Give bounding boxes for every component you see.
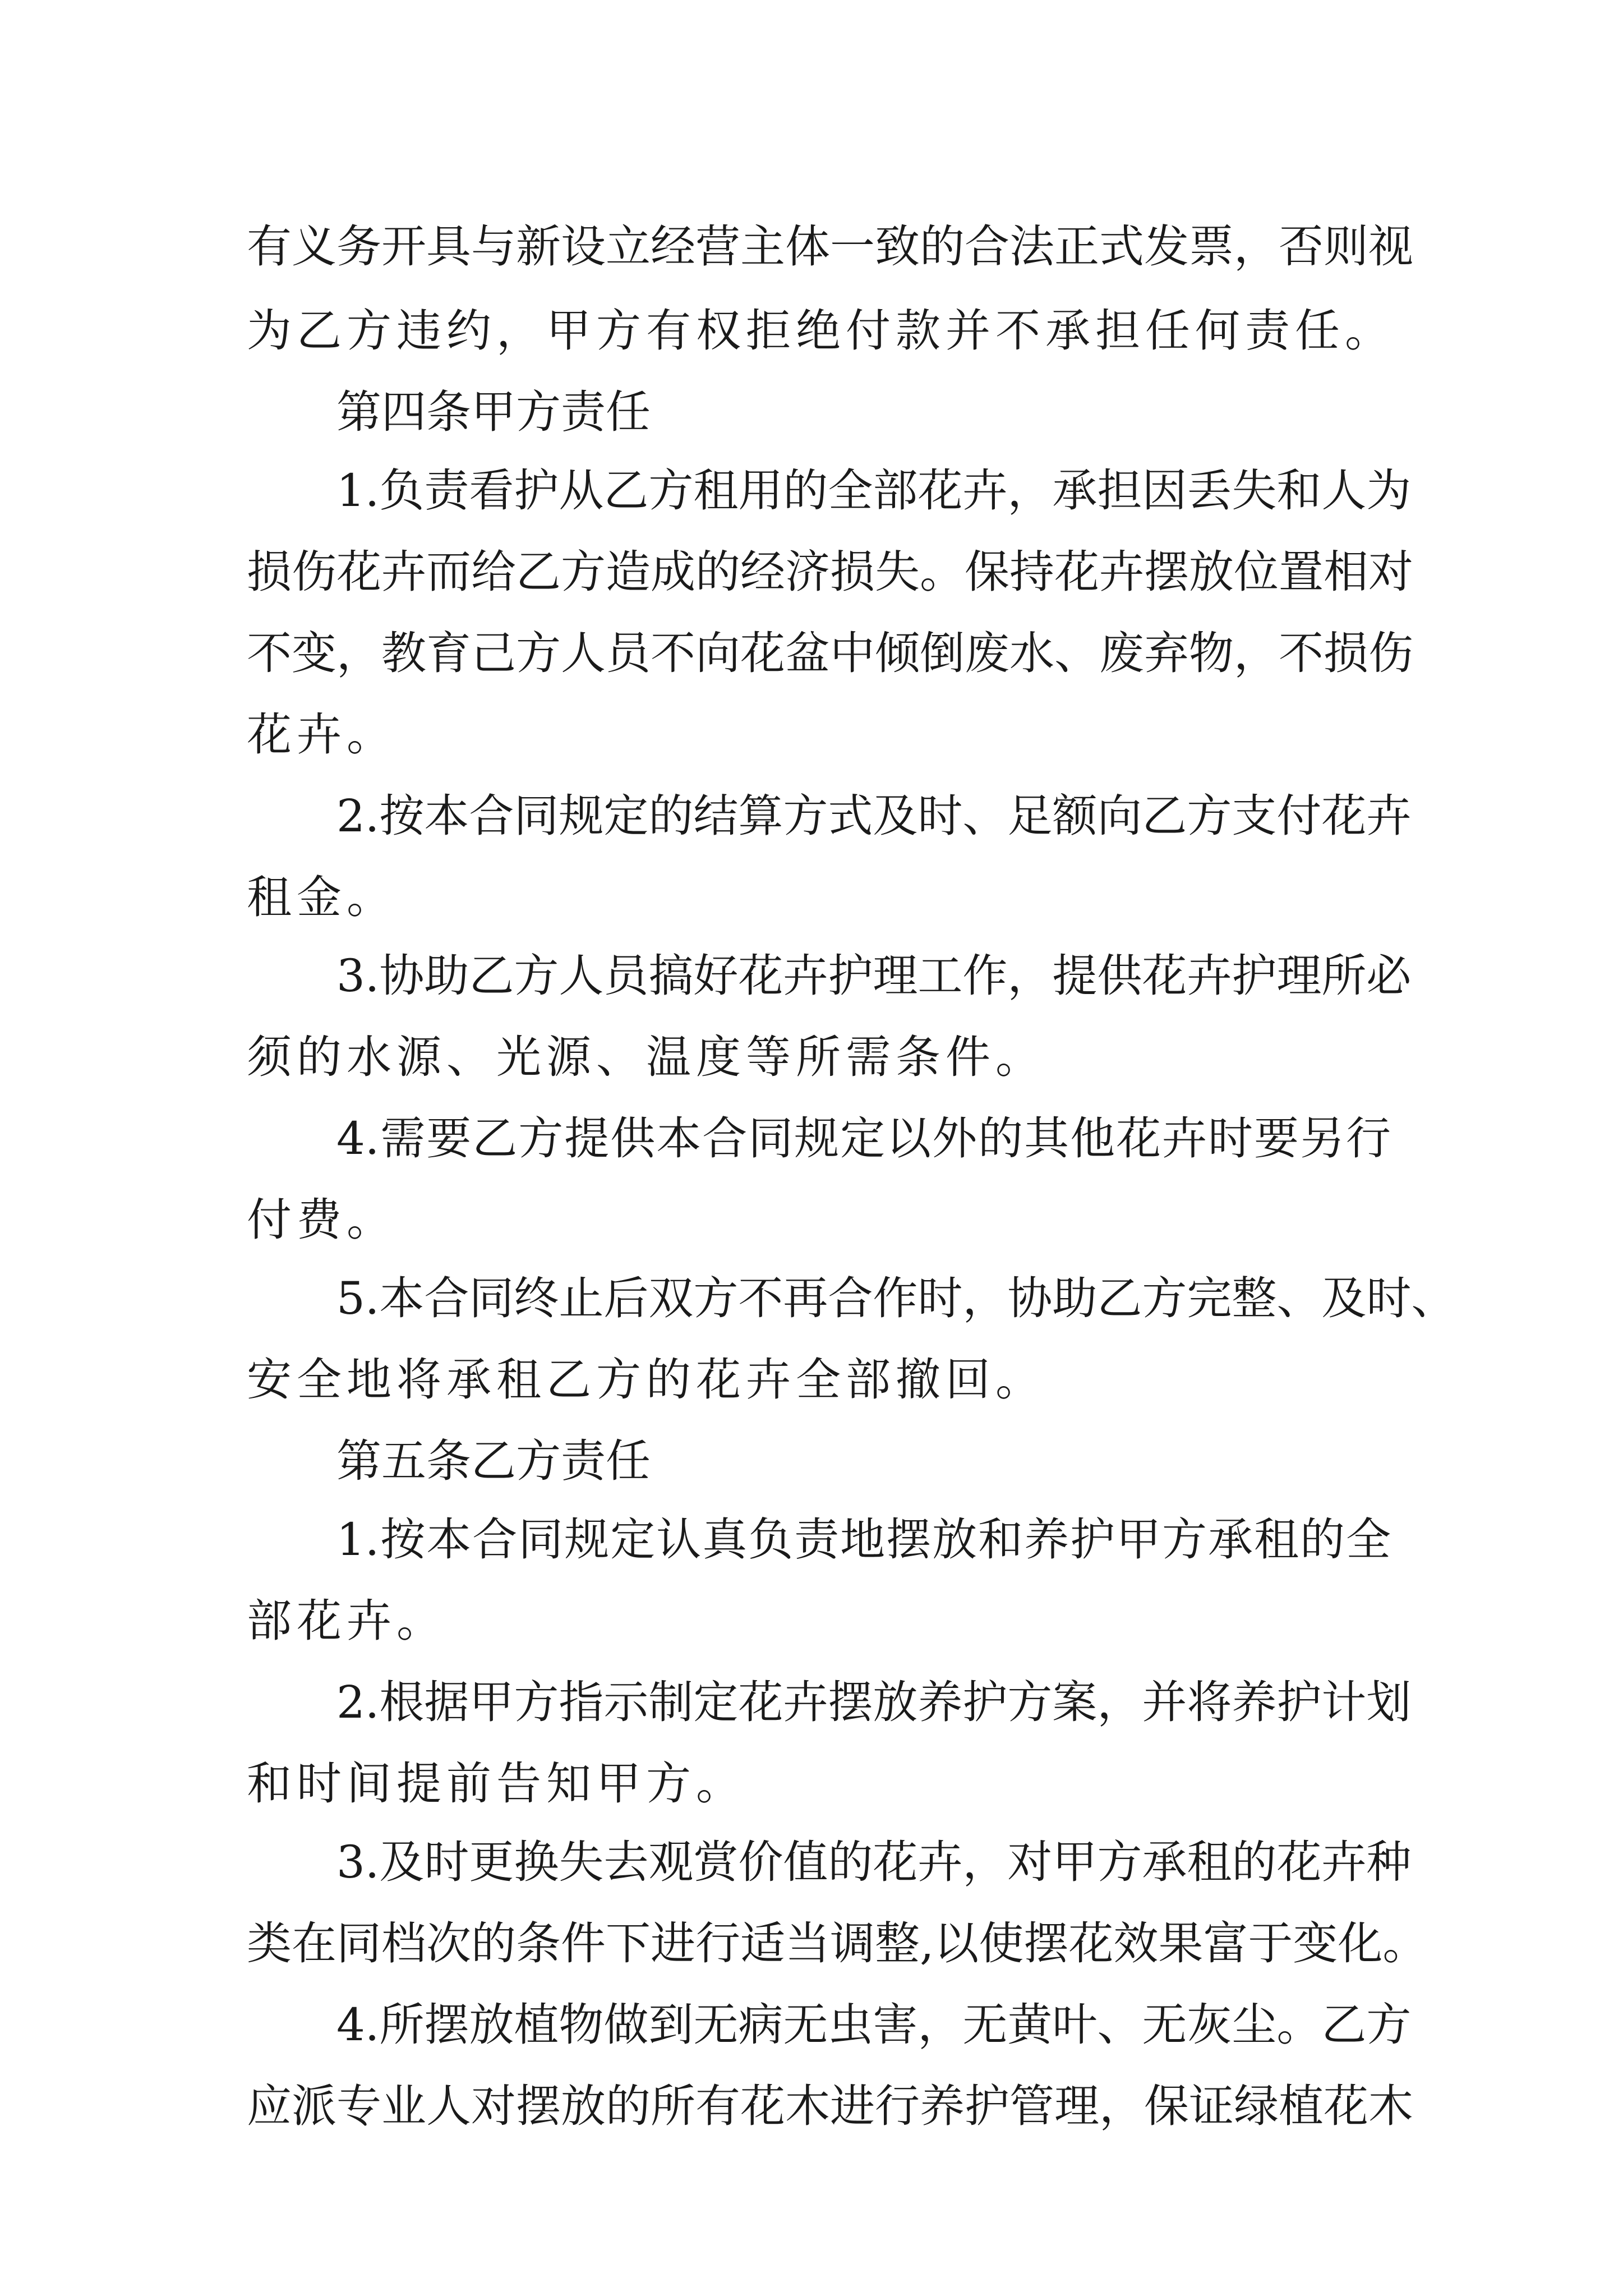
text-line: 类在同档次的条件下进行适当调整,以使摆花效果富于变化。 <box>247 1917 1428 1970</box>
text-line: 4.需要乙方提供本合同规定以外的其他花卉时要另行 <box>336 1112 1391 1165</box>
text-line: 付费。 <box>247 1194 396 1246</box>
text-line: 1.负责看护从乙方租用的全部花卉，承担因丢失和人为 <box>336 464 1412 517</box>
text-line: 2.按本合同规定的结算方式及时、足额向乙方支付花卉 <box>336 790 1412 842</box>
text-line: 有义务开具与新设立经营主体一致的合法正式发票，否则视 <box>247 220 1413 273</box>
text-line: 1.按本合同规定认真负责地摆放和养护甲方承租的全 <box>336 1513 1391 1566</box>
text-line: 3.协助乙方人员搞好花卉护理工作，提供花卉护理所必 <box>336 950 1412 1002</box>
text-line: 和时间提前告知甲方。 <box>247 1757 746 1810</box>
section-heading-article-4: 第四条甲方责任 <box>336 386 651 438</box>
text-line: 花卉。 <box>247 708 396 761</box>
text-line: 须的水源、光源、温度等所需条件。 <box>247 1031 1045 1083</box>
text-line: 租金。 <box>247 871 396 923</box>
section-heading-article-5: 第五条乙方责任 <box>336 1435 651 1487</box>
text-line: 为乙方违约，甲方有权拒绝付款并不承担任何责任。 <box>247 305 1395 357</box>
text-line: 2.根据甲方指示制定花卉摆放养护方案，并将养护计划 <box>336 1676 1412 1728</box>
text-line: 3.及时更换失去观赏价值的花卉，对甲方承租的花卉种 <box>336 1836 1412 1888</box>
text-line: 损伤花卉而给乙方造成的经济损失。保持花卉摆放位置相对 <box>247 546 1413 598</box>
text-line: 不变，教育己方人员不向花盆中倾倒废水、废弃物，不损伤 <box>247 627 1413 679</box>
text-line: 4.所摆放植物做到无病无虫害，无黄叶、无灰尘。乙方 <box>336 1999 1412 2051</box>
text-line: 应派专业人对摆放的所有花木进行养护管理，保证绿植花木 <box>247 2080 1413 2132</box>
text-line: 5.本合同终止后双方不再合作时，协助乙方完整、及时、 <box>336 1272 1456 1324</box>
text-line: 安全地将承租乙方的花卉全部撤回。 <box>247 1354 1045 1406</box>
text-line: 部花卉。 <box>247 1595 446 1647</box>
